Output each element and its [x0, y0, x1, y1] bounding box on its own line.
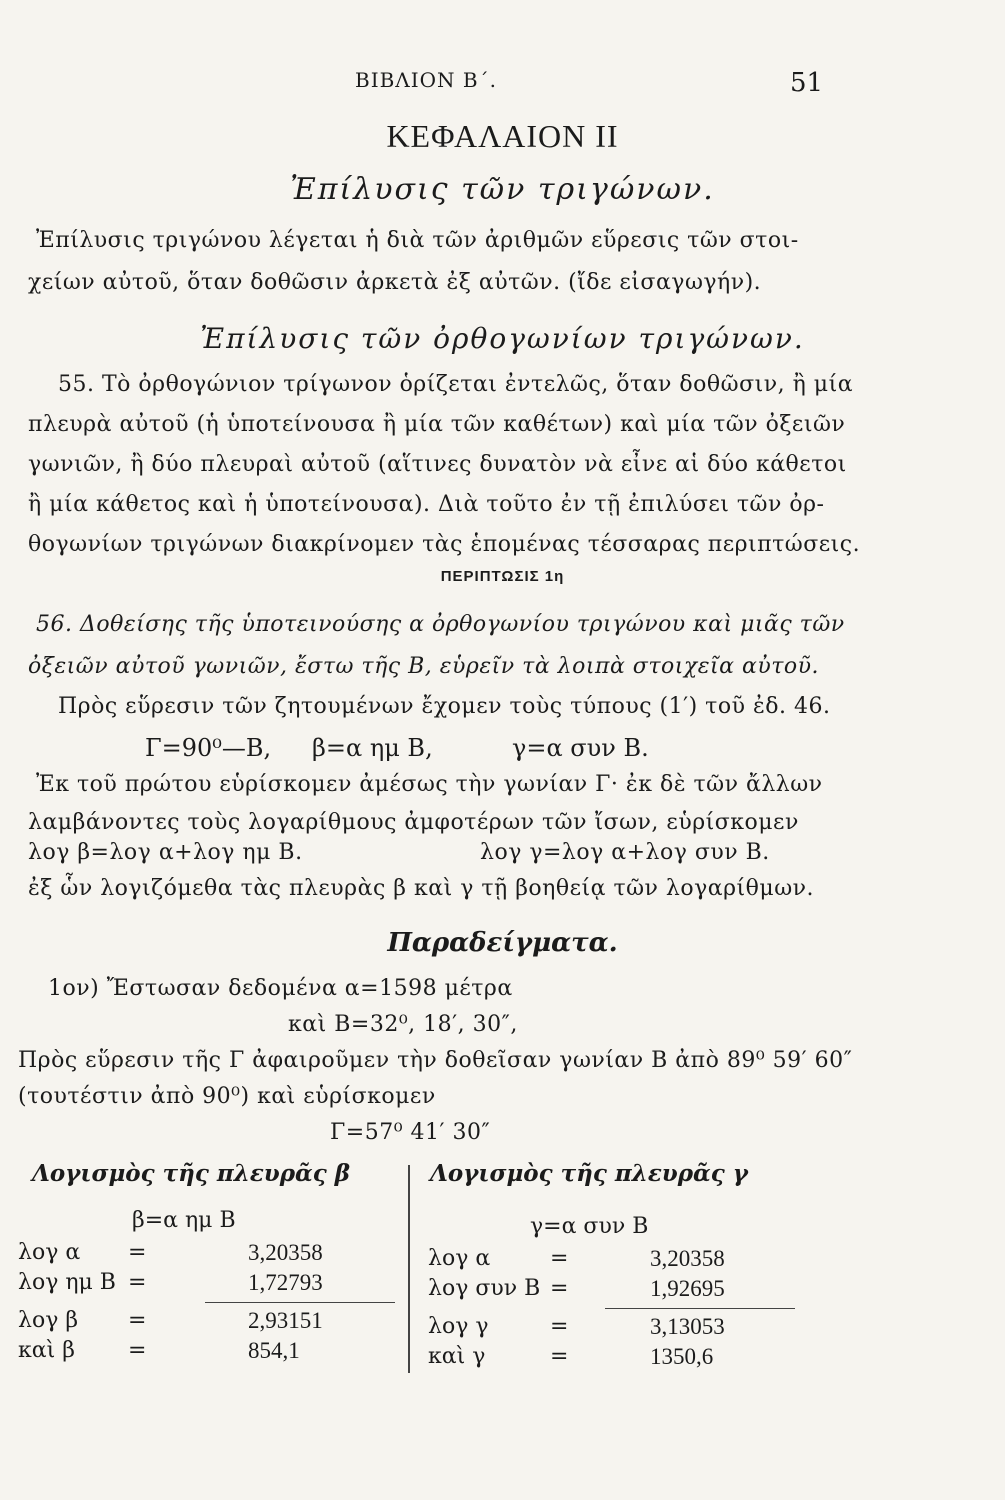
calc-b-row-label: λογ β — [18, 1308, 79, 1333]
calc-c-sum-rule — [605, 1308, 795, 1309]
example1-line-1: 1ον) Ἔστωσαν δεδομένα α=1598 μέτρα — [48, 976, 513, 1001]
calc-c-row-eq: = — [550, 1246, 569, 1271]
calc-b-row-label: λογ ημ Β — [18, 1270, 116, 1295]
calc-b-row-eq: = — [128, 1338, 147, 1363]
calc-c-row-value: 3,13053 — [650, 1314, 725, 1339]
column-divider — [408, 1165, 410, 1373]
para55-line-4: ἢ μία κάθετος καὶ ἡ ὑποτείνουσα). Διὰ τοῦτο ἐν τῇ ἐπιλύσει τῶν ὀρ- — [28, 492, 825, 517]
para56-line-4: Ἐκ τοῦ πρώτου εὑρίσκομεν ἀμέσως τὴν γωνίαν Γ· ἐκ δὲ τῶν ἄλλων — [36, 772, 823, 797]
calc-c-row-value: 1350,6 — [650, 1344, 714, 1369]
log-b-formula: λογ β=λογ α+λογ ημ Β. — [28, 840, 303, 865]
calc-c-row-label: λογ γ — [428, 1314, 489, 1339]
calc-b-row-label: καὶ β — [18, 1338, 75, 1363]
para55-line-1: 55. Τὸ ὀρθογώνιον τρίγωνον ὁρίζεται ἐντελῶς, ὅταν δοθῶσιν, ἢ μία — [58, 372, 854, 397]
calc-b-row-eq: = — [128, 1240, 147, 1265]
intro-line-2: χείων αὐτοῦ, ὅταν δοθῶσιν ἀρκετὰ ἐξ αὐτῶν. (ἴδε εἰσαγωγήν). — [28, 270, 762, 295]
calc-b-row-value: 3,20358 — [248, 1240, 323, 1265]
calc-c-row-value: 3,20358 — [650, 1246, 725, 1271]
calc-c-row-eq: = — [550, 1314, 569, 1339]
calc-b-sum-rule — [205, 1302, 395, 1303]
calc-b-row-value: 2,93151 — [248, 1308, 323, 1333]
calc-c-row-label: λογ α — [428, 1246, 491, 1271]
calc-c-row-eq: = — [550, 1344, 569, 1369]
calc-b-row-value: 1,72793 — [248, 1270, 323, 1295]
log-c-formula: λογ γ=λογ α+λογ συν Β. — [480, 840, 770, 865]
calc-b-row-label: λογ α — [18, 1240, 81, 1265]
case-heading: ΠΕΡΙΠΤΩΣΙΣ 1η — [440, 568, 565, 585]
chapter-subtitle: Ἐπίλυσις τῶν τριγώνων. — [290, 172, 715, 207]
formula-side-b: β=α ημ Β, — [312, 734, 433, 762]
example1-result: Γ=57⁰ 41′ 30″ — [330, 1120, 491, 1145]
calc-c-row-value: 1,92695 — [650, 1276, 725, 1301]
para55-line-3: γωνιῶν, ἢ δύο πλευραὶ αὐτοῦ (αἵτινες δυνατὸν νὰ εἶνε αἱ δύο κάθετοι — [28, 452, 847, 477]
para56-line-2: ὀξειῶν αὐτοῦ γωνιῶν, ἔστω τῆς Β, εὑρεῖν τὰ λοιπὰ στοιχεῖα αὐτοῦ. — [28, 654, 819, 679]
page-number: 51 — [790, 68, 824, 98]
calc-b-row-eq: = — [128, 1308, 147, 1333]
calc-b-row-eq: = — [128, 1270, 147, 1295]
example1-line-3: Πρὸς εὕρεσιν τῆς Γ ἀφαιροῦμεν τὴν δοθεῖσαν γωνίαν Β ἀπὸ 89⁰ 59′ 60″ — [18, 1048, 853, 1073]
para55-line-5: θογωνίων τριγώνων διακρίνομεν τὰς ἑπομένας τέσσαρας περιπτώσεις. — [28, 532, 861, 557]
para56-line-3: Πρὸς εὕρεσιν τῶν ζητουμένων ἔχομεν τοὺς τύπους (1′) τοῦ ἐδ. 46. — [58, 694, 831, 719]
calc-c-row-eq: = — [550, 1276, 569, 1301]
para56-line-6: ἐξ ὧν λογιζόμεθα τὰς πλευρὰς β καὶ γ τῇ βοηθείᾳ τῶν λογαρίθμων. — [28, 876, 815, 901]
chapter-title: ΚΕΦΑΛΑΙΟΝ ΙΙ — [386, 118, 619, 154]
para56-line-5: λαμβάνοντες τοὺς λογαρίθμους ἀμφοτέρων τῶν ἴσων, εὑρίσκομεν — [28, 810, 799, 835]
calc-b-formula: β=α ημ Β — [132, 1208, 236, 1233]
calc-b-row-value: 854,1 — [248, 1338, 300, 1363]
para56-line-1: 56. Δοθείσης τῆς ὑποτεινούσης α ὀρθογωνίου τριγώνου καὶ μιᾶς τῶν — [36, 612, 845, 637]
running-header: ΒΙΒΛΙΟΝ Β΄. — [355, 68, 497, 92]
intro-line-1: Ἐπίλυσις τριγώνου λέγεται ἡ διὰ τῶν ἀριθμῶν εὕρεσις τῶν στοι- — [36, 228, 799, 253]
calc-c-heading: Λογισμὸς τῆς πλευρᾶς γ — [430, 1160, 748, 1187]
formula-gamma-angle: Γ=90⁰—Β, — [145, 734, 272, 762]
calc-c-row-label: λογ συν Β — [428, 1276, 541, 1301]
para55-line-2: πλευρὰ αὐτοῦ (ἡ ὑποτείνουσα ἢ μία τῶν καθέτων) καὶ μία τῶν ὀξειῶν — [28, 412, 846, 437]
examples-title: Παραδείγματα. — [387, 928, 618, 958]
example1-line-2: καὶ Β=32⁰, 18′, 30″, — [288, 1012, 518, 1037]
calc-c-row-label: καὶ γ — [428, 1344, 486, 1369]
example1-line-4: (τουτέστιν ἀπὸ 90⁰) καὶ εὑρίσκομεν — [18, 1084, 436, 1109]
formula-side-c: γ=α συν Β. — [512, 734, 649, 762]
section-title: Ἐπίλυσις τῶν ὀρθογωνίων τριγώνων. — [200, 322, 805, 355]
calc-b-heading: Λογισμὸς τῆς πλευρᾶς β — [32, 1160, 351, 1187]
calc-c-formula: γ=α συν Β — [530, 1214, 649, 1239]
